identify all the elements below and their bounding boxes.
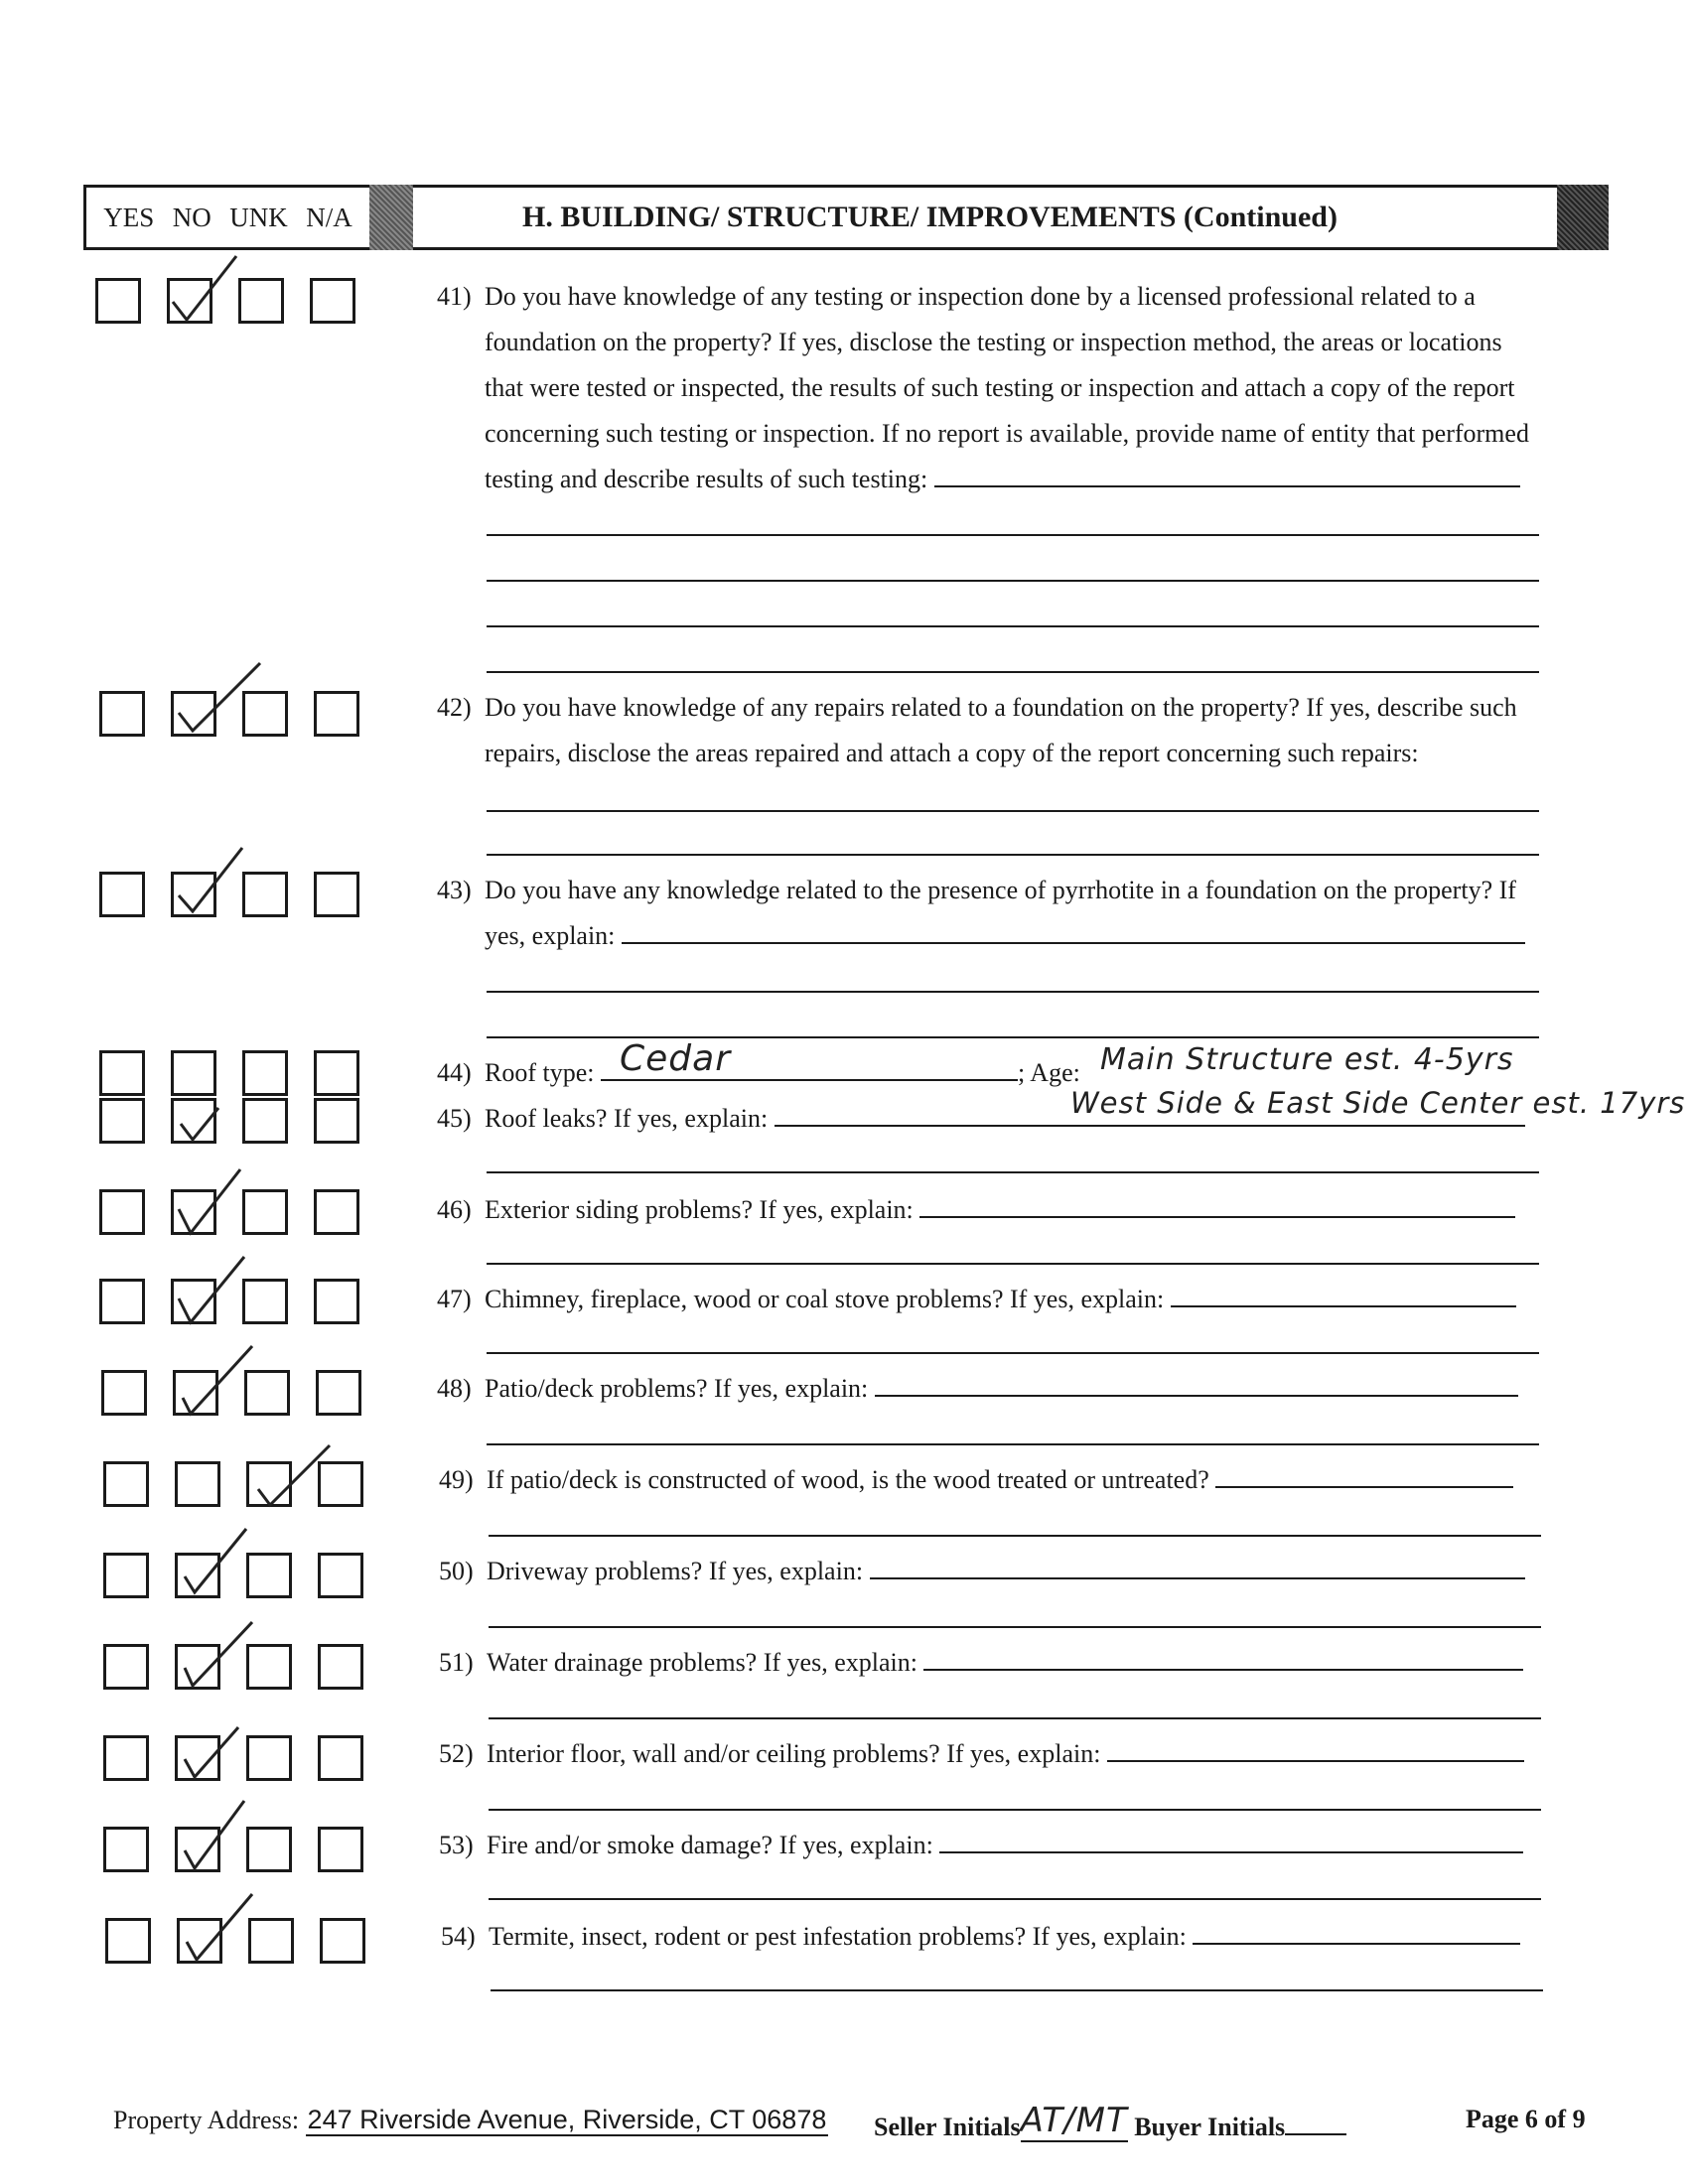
checkmark-icon [171, 1161, 260, 1241]
answer-boxes-52 [103, 1735, 401, 1787]
question-42: 42) Do you have knowledge of any repairs related to a foundation on the property? If yes, describe such repairs, disclose the areas repaired and attach a copy of the report concerning such repairs: [437, 693, 1517, 767]
answer-line[interactable] [487, 810, 1539, 812]
seller-initials-handwriting[interactable]: AT/MT [1020, 2101, 1128, 2140]
checkbox-na[interactable] [318, 1827, 363, 1872]
answer-line[interactable] [487, 1171, 1539, 1173]
answer-boxes-49 [103, 1461, 401, 1513]
answer-boxes-41 [95, 278, 393, 330]
answer-line[interactable] [489, 1626, 1541, 1628]
question-49: 49) If patio/deck is constructed of wood, is the wood treated or untreated? [439, 1457, 1513, 1503]
checkbox-yes[interactable] [103, 1553, 149, 1598]
address-value[interactable]: 247 Riverside Avenue, Riverside, CT 06878 [307, 2105, 827, 2134]
question-48: 48) Patio/deck problems? If yes, explain: [437, 1366, 1518, 1412]
checkmark-icon [175, 1799, 264, 1878]
answer-line[interactable] [487, 671, 1539, 673]
question-52: 52) Interior floor, wall and/or ceiling problems? If yes, explain: [439, 1731, 1524, 1777]
answer-line[interactable] [487, 1352, 1539, 1354]
roof-type-handwriting: Cedar [620, 1038, 731, 1079]
answer-line[interactable] [487, 854, 1539, 856]
answer-line[interactable] [487, 625, 1539, 627]
checkmark-icon [171, 1070, 260, 1150]
property-address [113, 2105, 828, 2135]
question-46: 46) Exterior siding problems? If yes, explain: [437, 1187, 1515, 1233]
question-45: 45) Roof leaks? If yes, explain: [437, 1096, 1525, 1142]
answer-line[interactable] [489, 1809, 1541, 1811]
question-44: 44) Roof type: ; Age: [437, 1058, 1080, 1087]
checkbox-no[interactable] [175, 1461, 220, 1507]
answer-line[interactable] [487, 1263, 1539, 1265]
answer-boxes-43 [99, 872, 397, 923]
answer-line[interactable] [491, 1989, 1543, 1991]
answer-line[interactable] [919, 1194, 1515, 1218]
checkmark-icon [175, 1525, 264, 1604]
question-54: 54) Termite, insect, rodent or pest infestation problems? If yes, explain: [441, 1914, 1520, 1960]
answer-line[interactable] [489, 1717, 1541, 1719]
answer-line[interactable] [1171, 1284, 1516, 1307]
col-na: N/A [306, 202, 352, 232]
answer-boxes-42 [99, 691, 397, 743]
answer-line[interactable] [923, 1647, 1523, 1671]
checkbox-na[interactable] [318, 1553, 363, 1598]
checkbox-na[interactable] [314, 1050, 359, 1096]
checkbox-yes[interactable] [105, 1918, 151, 1964]
question-41: 41) Do you have knowledge of any testing or inspection done by a licensed professional related to a foundation on the property? If yes, disclose the testing or inspection method, the areas or locations that were tested or inspected, the results of such testing or inspection and attach a copy of the report concerning such testing or inspection. If no report is available, provide name of entity that performed testing and describe results of such testing: [437, 282, 1529, 493]
page-number: Page 6 of 9 [1466, 2105, 1586, 2133]
checkbox-yes[interactable] [103, 1461, 149, 1507]
checkbox-na[interactable] [310, 278, 355, 324]
checkmark-icon [171, 1251, 260, 1330]
answer-line[interactable] [487, 1443, 1539, 1445]
answer-boxes-53 [103, 1827, 401, 1878]
header-shade-right [1557, 185, 1609, 250]
address-label: Property Address: [113, 2106, 300, 2134]
checkbox-na[interactable] [314, 691, 359, 737]
checkmark-icon [171, 663, 260, 743]
checkbox-na[interactable] [318, 1735, 363, 1781]
question-51: 51) Water drainage problems? If yes, explain: [439, 1640, 1523, 1686]
answer-line[interactable] [1215, 1464, 1513, 1488]
question-47: 47) Chimney, fireplace, wood or coal stove problems? If yes, explain: [437, 1277, 1516, 1322]
answer-line[interactable] [875, 1373, 1518, 1397]
col-unk: UNK [229, 202, 288, 232]
checkbox-na[interactable] [318, 1644, 363, 1690]
answer-columns-header [83, 185, 369, 250]
checkbox-yes[interactable] [99, 691, 145, 737]
question-53: 53) Fire and/or smoke damage? If yes, explain: [439, 1823, 1523, 1868]
checkmark-icon [177, 1890, 266, 1970]
seller-initials-label: Seller Initials [874, 2113, 1021, 2141]
checkmark-icon [175, 1707, 264, 1787]
checkbox-yes[interactable] [103, 1735, 149, 1781]
checkbox-na[interactable] [314, 872, 359, 917]
answer-line[interactable] [934, 464, 1520, 487]
answer-line[interactable] [870, 1556, 1525, 1579]
checkbox-yes[interactable] [103, 1827, 149, 1872]
checkmark-icon [246, 1433, 336, 1513]
answer-line[interactable] [939, 1830, 1523, 1853]
checkbox-yes[interactable] [99, 1050, 145, 1096]
section-title: H. BUILDING/ STRUCTURE/ IMPROVEMENTS (Continued) [413, 185, 1557, 250]
answer-boxes-45 [99, 1098, 397, 1150]
answer-boxes-50 [103, 1553, 401, 1604]
age-handwriting-line2: West Side & East Side Center est. 17yrs [1070, 1086, 1686, 1120]
answer-line[interactable] [1107, 1738, 1524, 1762]
checkmark-icon [173, 1342, 262, 1422]
checkbox-na[interactable] [314, 1098, 359, 1144]
answer-line[interactable] [487, 534, 1539, 536]
age-handwriting-line1: Main Structure est. 4-5yrs [1100, 1042, 1514, 1077]
buyer-initials-label: Buyer Initials [1134, 2113, 1286, 2141]
checkbox-yes[interactable] [99, 872, 145, 917]
section-header [83, 185, 1609, 250]
answer-boxes-47 [99, 1279, 397, 1330]
answer-line[interactable] [487, 991, 1539, 993]
checkbox-yes[interactable] [101, 1370, 147, 1416]
answer-line[interactable] [489, 1898, 1541, 1900]
checkbox-yes[interactable] [103, 1644, 149, 1690]
answer-line[interactable] [487, 580, 1539, 582]
checkmark-icon [175, 1616, 264, 1696]
checkbox-na[interactable] [320, 1918, 365, 1964]
answer-line[interactable] [622, 920, 1525, 944]
checkbox-yes[interactable] [99, 1098, 145, 1144]
checkmark-icon [167, 250, 256, 330]
answer-line[interactable] [489, 1535, 1541, 1537]
col-yes: YES [103, 202, 155, 232]
checkbox-na[interactable] [314, 1279, 359, 1324]
question-50: 50) Driveway problems? If yes, explain: [439, 1549, 1525, 1594]
answer-boxes-48 [101, 1370, 399, 1422]
checkbox-yes[interactable] [99, 1189, 145, 1235]
answer-boxes-54 [105, 1918, 403, 1970]
question-43: 43) Do you have any knowledge related to the presence of pyrrhotite in a foundation on the property? If yes, explain: [437, 868, 1525, 959]
checkbox-na[interactable] [314, 1189, 359, 1235]
col-no: NO [172, 202, 212, 232]
checkbox-na[interactable] [316, 1370, 361, 1416]
answer-boxes-51 [103, 1644, 401, 1696]
checkbox-yes[interactable] [95, 278, 141, 324]
header-shade-left [369, 185, 413, 250]
answer-line[interactable] [1193, 1921, 1520, 1945]
initials-block [874, 2101, 1346, 2144]
checkmark-icon [171, 844, 260, 923]
buyer-initials-field[interactable] [1285, 2112, 1346, 2135]
answer-boxes-46 [99, 1189, 397, 1241]
checkbox-yes[interactable] [99, 1279, 145, 1324]
